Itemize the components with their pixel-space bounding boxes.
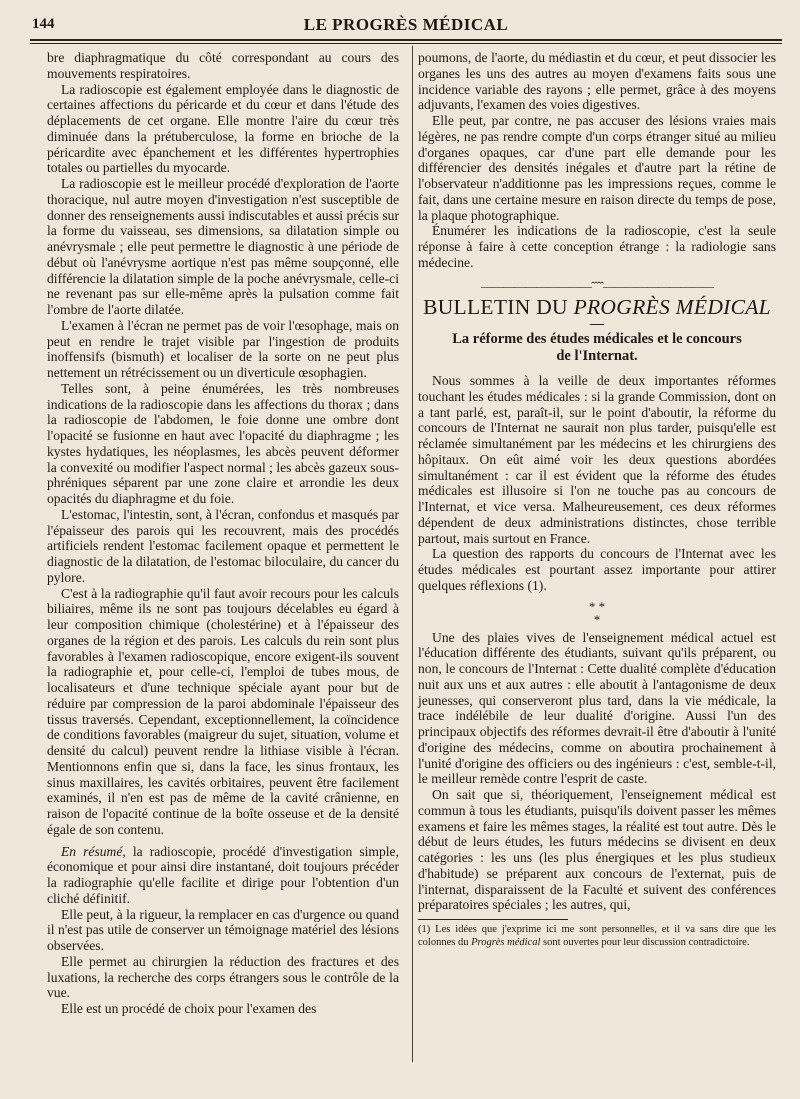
paragraph: L'examen à l'écran ne permet pas de voir l'œsophage, mais on peut en rendre le trajet visible par l'ingestion de produits inoffensifs (bismuth) et localiser de la sorte on ne peut plus nettement un rétrécissement ou un diverticule œsophagien.	[47, 317, 399, 380]
paragraph: poumons, de l'aorte, du médiastin et du cœur, et peut dissocier les organes les uns des autres au moyen d'examens faits sous une incidence variable des rayons ; elle permet, grâce à des moyens adjuvants, l'examen des voies digestives.	[418, 50, 776, 113]
summary-lead: En résumé	[61, 843, 123, 859]
summary-text: , la radioscopie, procédé d'investigation simple, économique et pour ainsi dire instantané, doit toujours précéder la radiographie qu'elle facilite et dirige pour l'obtention d'un cliché définitif.	[47, 843, 399, 906]
footnote-rule	[418, 919, 568, 920]
summary-paragraph	[47, 844, 399, 907]
paragraph: L'estomac, l'intestin, sont, à l'écran, confondus et masqués par l'épaisseur des parois qui les recouvrent, mais des procédés artificiels rendent l'estomac facilement opaque et permettent le diagnostic de la dilatation, de l'estomac biloculaire, du cancer du pylore.	[47, 506, 399, 585]
bulletin-heading-plain: BULLETIN DU	[423, 295, 574, 320]
paragraph: Elle est un procédé de choix pour l'examen des	[61, 1001, 317, 1016]
paragraph: Elle permet au chirurgien la réduction des fractures et des luxations, la recherche des corps étrangers sous le contrôle de la vue.	[47, 953, 399, 1001]
left-column	[47, 50, 399, 1017]
journal-title: LE PROGRÈS MÉDICAL	[303, 15, 509, 34]
paragraph: La question des rapports du concours de l'Internat avec les études médicales est pourtant assez importante pour attirer quelques réflexions (1).	[418, 546, 776, 593]
paragraph: On sait que si, théoriquement, l'enseignement médical est commun à tous les étudiants, puisqu'ils doivent passer les mêmes examens et faire les mêmes stages, la réalité est tout autre. Dès le début de leurs études, les futurs médecins se divisent en deux catégories : les uns (les plus énergiques et les plus studieux d'habitude) se préparent aux concours de l'externat, puis de l'internat, disparaissent de la Faculté et suivent des conférences préparatoires spéciales ; les autres, qui,	[418, 787, 776, 913]
article-title-line: La réforme des études médicales et le concours	[452, 331, 742, 347]
paragraph: bre diaphragmatique du côté correspondant au cours des mouvements respiratoires.	[47, 50, 399, 81]
paragraph: Telles sont, à peine énumérées, les très nombreuses indications de la radioscopie dans les affections du thorax ; dans la radioscopie de l'abdomen, le foie donne une ombre dont l'opacité se fusionne en haut avec l'opacité du diaphragme ; les kystes hydatiques, les néoplasmes, les abcès peuvent déformer la convexité ou modifier l'aspect normal ; les abcès gazeux sous-phréniques séparent par une zone claire et arrondie les deux opacités du diaphragme et du foie.	[47, 380, 399, 506]
paragraph: Une des plaies vives de l'enseignement médical actuel est l'éducation différente des étudiants, suivant qu'ils préparent, ou non, le concours de l'Internat : Cette dualité complète d'éducation nuit aux uns et aux autres : elle aboutit à l'antagonisme de deux jeunesses, qui conserveront plus tard, dans la vie médicale, la trace indélébile de leur dualité d'origine. Aussi l'un des principaux objectifs des réformes devrait-il être d'aboutir à l'unité d'origine des médecins, comme on aboutira prochainement à l'unité d'origine des officiers ou des ingénieurs : c'est, semble-t-il, le meilleur remède contre l'esprit de caste.	[418, 629, 776, 787]
paragraph: Nous sommes à la veille de deux importantes réformes touchant les études médicales : si la grande Commission, dont on a tant parlé, est, paraît-il, sur le point d'aboutir, la réforme du concours de l'Internat ne saurait non plus tarder, puisqu'elle est réclamée simultanément par les médecins et les chirurgiens des hôpitaux. On eût aimé voir les deux questions abordées simultanément : car il est évident que la réforme des études médicales est illusoire si l'on ne touche pas au concours de l'Internat, et vice versa. Malheureusement, ces deux réformes dépendent de deux administrations distinctes, chose terrible partout, mais surtout en France.	[418, 373, 776, 546]
section-ornament: ——————————ˆˆˆˆ——————————	[481, 278, 713, 293]
paragraph: La radioscopie est le meilleur procédé d'exploration de l'aorte thoracique, nul autre moyen d'investigation n'est susceptible de donner des renseignements aussi indiscutables et aussi précis sur la forme du vaisseau, ses dimensions, sa dilatation simple ou anévrysmale ; elle peut permettre le diagnostic à une période de début où l'anévrysme aortique n'est pas même soupçonné, elle différencie la dilatation simple de la poche anévrysmale, celle-ci ne revenant pas sur elle-même après la pulsation comme fait l'ombre de l'aorte dilatée.	[47, 176, 399, 317]
footnote-text: (1) Les idées que j'exprime ici me sont personnelles, et il va sans dire que les colonnes du	[418, 924, 776, 948]
right-column	[418, 50, 776, 949]
footnote-italic: Progrès médical	[471, 936, 541, 948]
article-title	[418, 331, 776, 365]
bulletin-heading	[418, 295, 776, 320]
footnote	[418, 924, 776, 949]
column-divider	[412, 46, 413, 1062]
article-title-line: de l'Internat.	[556, 348, 638, 364]
paragraph: Elle peut, par contre, ne pas accuser des lésions vraies mais légères, ne pas rendre compte d'un corps étranger situé au milieu d'organes opaques, car d'une part elle demande pour les différencier des densités inégales et d'autre part la rétine de l'observateur n'additionne pas les impressions reçues, comme le fait, dans une certaine mesure en raison directe du temps de pose, la plaque photographique.	[418, 113, 776, 223]
page-header	[30, 14, 782, 38]
page-number: 144	[32, 16, 55, 32]
bulletin-heading-italic: PROGRÈS MÉDICAL	[573, 295, 771, 320]
paragraph: Elle peut, à la rigueur, la remplacer en cas d'urgence ou quand il n'est pas utile de conserver un témoignage matériel des lésions observées.	[47, 906, 399, 953]
header-rule	[30, 39, 782, 44]
paragraph: La radioscopie est également employée dans le diagnostic de certaines affections du péricarde et du cœur et dans l'étude des déplacements de cet organe. Elle montre l'aire du cœur très diminuée dans la prétuberculose, la forme en brioche de la péricardite avec épanchement et les différentes hypertrophies totales ou partielles du myocarde.	[47, 81, 399, 176]
heading-rule	[590, 324, 604, 325]
paragraph: Énumérer les indications de la radioscopie, c'est la seule réponse à faire à cette conception étrange : la radiologie sans médecine.	[418, 223, 776, 270]
footnote-text-end: sont ouvertes pour leur discussion contradictoire.	[540, 936, 750, 948]
paragraph: C'est à la radiographie qu'il faut avoir recours pour les calculs biliaires, même ils ne sont pas toujours décelables eu égard à leur composition chimique (cholestérine) et à l'épaisseur des organes de la région et des parois. Les calculs du rein sont plus favorables à l'examen radioscopique, encore exigent-ils souvent la radiographie et, pour celle-ci, l'emploi de tubes mous, de localisateurs et d'une technique spéciale ayant pour but de réduire par compression de la paroi abdominale l'épaisseur des tissus traversés. Cependant, exceptionnellement, la coïncidence de conditions favorables (maigreur du sujet, situation, volume et densité du calcul) peuvent rendre la lithiase visible à l'écran. Mentionnons enfin que si, dans la face, les sinus frontaux, les sinus maxillaires, les cavités orbitaires, peuvent être facilement examinés, il n'en est pas de même de la cavité crânienne, en raison de l'opacité continue de la boîte osseuse et de la densité égale de son contenu.	[47, 585, 399, 837]
asterism: * * *	[588, 598, 606, 627]
